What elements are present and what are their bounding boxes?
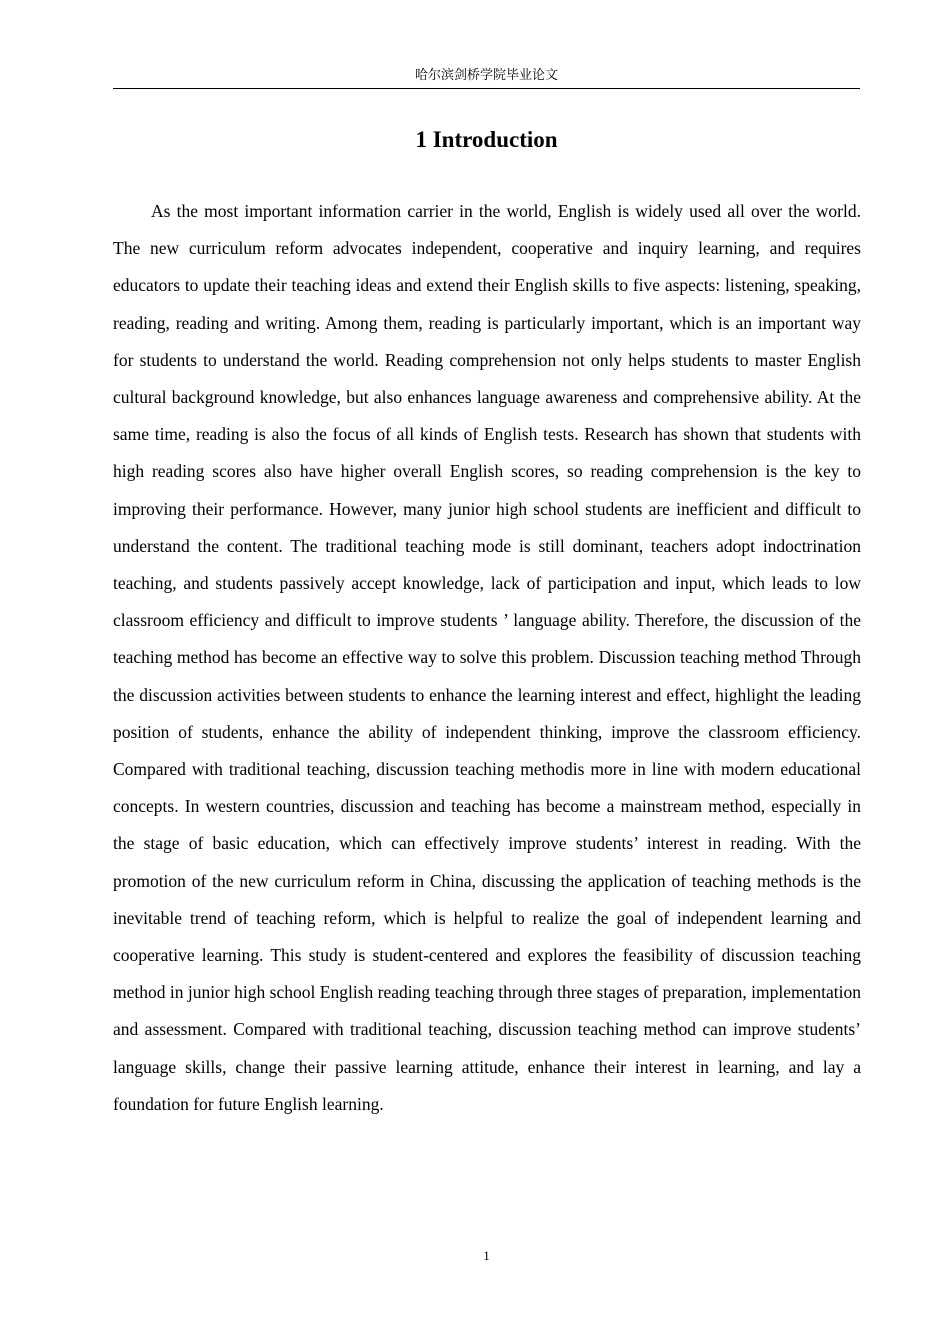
section-title: 1 Introduction (415, 127, 558, 152)
body-paragraph: As the most important information carrier in the world, English is widely used all over the world. The new curriculum reform advocates independent, cooperative and inquiry learning, and requires educators to update their teaching ideas and extend their English skills to five aspects: listening, speaking, reading, reading and writing. Among them, reading is particularly important, which is an important way for students to understand the world. Reading comprehension not only helps students to master English cultural background knowledge, but also enhances language awareness and comprehensive ability. At the same time, reading is also the focus of all kinds of English tests. Research has shown that students with high reading scores also have higher overall English scores, so reading comprehension is the key to improving their performance. However, many junior high school students are inefficient and difficult to understand the content. The traditional teaching mode is still dominant, teachers adopt indoctrination teaching, and students passively accept knowledge, lack of participation and input, which leads to low classroom efficiency and difficult to improve students ’ language ability. Therefore, the discussion of the teaching method has become an effective way to solve this problem. Discussion teaching method Through the discussion activities between students to enhance the learning interest and effect, highlight the leading position of students, enhance the ability of independent thinking, improve the classroom efficiency. Compared with traditional teaching, discussion teaching methodis more in line with modern educational concepts. In western countries, discussion and teaching has become a mainstream method, especially in the stage of basic education, which can effectively improve students’ interest in reading. With the promotion of the new curriculum reform in China, discussing the application of teaching methods is the inevitable trend of teaching reform, which is helpful to realize the goal of independent learning and cooperative learning. This study is student-centered and explores the feasibility of discussion teaching method in junior high school English reading teaching through three stages of preparation, implementation and assessment. Compared with traditional teaching, discussion teaching method can improve students’ language skills, change their passive learning attitude, enhance their interest in learning, and lay a foundation for future English learning. (113, 201, 861, 1114)
page-number: 1 (483, 1248, 490, 1263)
running-header: 哈尔滨剑桥学院毕业论文 (113, 66, 860, 89)
